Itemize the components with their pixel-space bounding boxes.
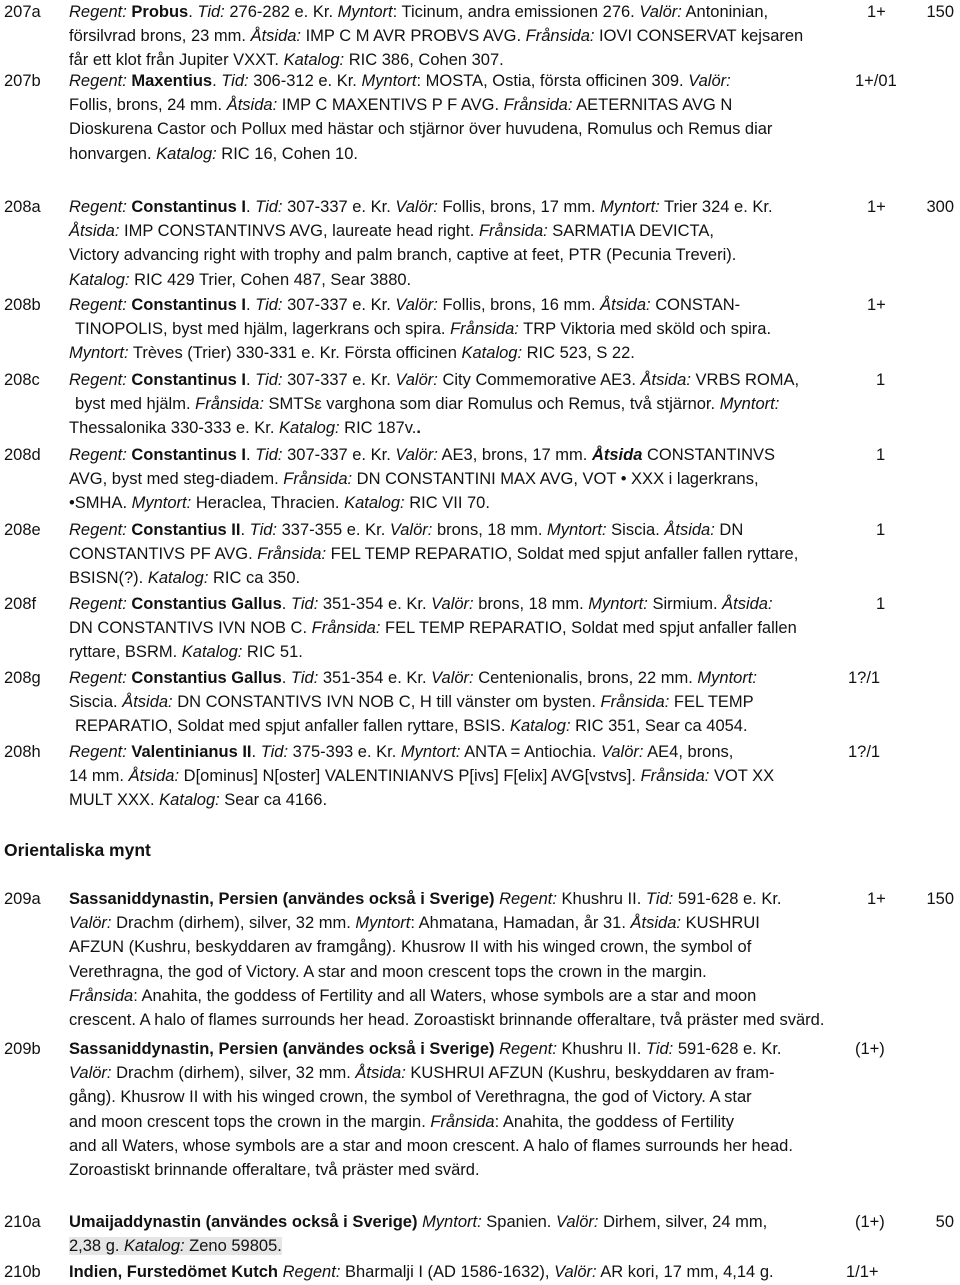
price: 300: [926, 198, 954, 216]
description-line: AVG, byst med steg-diadem. Frånsida: DN CONSTANTINI MAX AVG, VOT • XXX i lagerkrans,: [69, 470, 759, 489]
description-line: AFZUN (Kushru, beskyddaren av framgång). Khusrow II with his winged crown, the symbol of: [69, 938, 752, 957]
description-line: Follis, brons, 24 mm. Åtsida: IMP C MAXENTIVS P F AVG. Frånsida: AETERNITAS AVG N: [69, 96, 733, 115]
lot-description: [69, 195, 859, 292]
grade: (1+): [855, 1213, 885, 1231]
description-line: Regent: Maxentius. Tid: 306-312 e. Kr. Myntort: MOSTA, Ostia, första officinen 309. Valör:: [69, 72, 731, 90]
lot-number: 208f: [4, 595, 37, 613]
description-line: Indien, Furstedömet Kutch Regent: Bharmalji I (AD 1586-1632), Valör: AR kori, 17 mm, 4,14 g.: [69, 1263, 774, 1281]
description-line: Victory advancing right with trophy and palm branch, captive at feet, PTR (Pecunia Treveri).: [69, 246, 737, 265]
lot-description: [69, 887, 859, 1032]
description-line: Sassaniddynastin, Persien (användes också i Sverige) Regent: Khushru II. Tid: 591-628 e. Kr.: [69, 890, 782, 908]
description-line: Regent: Probus. Tid: 276-282 e. Kr. Myntort: Ticinum, andra emissionen 276. Valör: Antoninian,: [69, 3, 769, 21]
grade: 1: [876, 371, 886, 389]
description-line: Regent: Constantinus I. Tid: 307-337 e. Kr. Valör: City Commemorative AE3. Åtsida: VRBS ROMA,: [69, 371, 800, 389]
price: 150: [926, 3, 954, 21]
grade: 1?/1: [848, 669, 881, 687]
lot-description: [69, 443, 859, 516]
description-line: Frånsida: Anahita, the goddess of Fertility and all Waters, whose symbols are a star and moon: [69, 986, 757, 1005]
description-line: and moon crescent tops the crown in the margin. Frånsida: Anahita, the goddess of Fertility: [69, 1112, 734, 1131]
lot-description: [69, 69, 859, 166]
lot-description: [69, 1260, 859, 1284]
grade: 1?/1: [848, 743, 881, 761]
grade: 1: [876, 446, 886, 464]
grade: 1: [876, 521, 886, 539]
lot-description: [69, 0, 859, 73]
grade: 1+: [867, 890, 886, 908]
description-line: får ett klot från Jupiter VXXT. Katalog: RIC 386, Cohen 307.: [69, 51, 504, 70]
lot-number: 209b: [4, 1040, 41, 1058]
lot-number: 207b: [4, 72, 41, 90]
lot-description: [69, 1210, 859, 1258]
description-line: Katalog: RIC 429 Trier, Cohen 487, Sear 3880.: [69, 270, 412, 289]
description-line: BSISN(?). Katalog: RIC ca 350.: [69, 569, 301, 588]
section-heading: Orientaliska mynt: [4, 840, 151, 860]
description-line: Myntort: Trèves (Trier) 330-331 e. Kr. Första officinen Katalog: RIC 523, S 22.: [69, 344, 635, 363]
grade: 1+/01: [855, 72, 897, 90]
description-line: försilvrad brons, 23 mm. Åtsida: IMP C M AVR PROBVS AVG. Frånsida: IOVI CONSERVAT kejsaren: [69, 27, 804, 46]
description-line: Umaijaddynastin (användes också i Sverige) Myntort: Spanien. Valör: Dirhem, silver, 24 mm,: [69, 1213, 768, 1231]
description-line: Regent: Constantius Gallus. Tid: 351-354 e. Kr. Valör: brons, 18 mm. Myntort: Sirmium. Åtsida:: [69, 595, 773, 613]
lot-description: [69, 666, 859, 739]
description-line: Regent: Constantinus I. Tid: 307-337 e. Kr. Valör: Follis, brons, 17 mm. Myntort: Trier 324 e. Kr.: [69, 198, 773, 216]
description-line: •SMHA. Myntort: Heraclea, Thracien. Katalog: RIC VII 70.: [69, 494, 490, 513]
description-line: Regent: Valentinianus II. Tid: 375-393 e. Kr. Myntort: ANTA = Antiochia. Valör: AE4, brons,: [69, 743, 734, 761]
price: 150: [926, 890, 954, 908]
description-line: Regent: Constantinus I. Tid: 307-337 e. Kr. Valör: Follis, brons, 16 mm. Åtsida: CONSTAN-: [69, 296, 741, 314]
lot-number: 208c: [4, 371, 40, 389]
grade: 1: [876, 595, 886, 613]
description-line: Zoroastiskt brinnande offeraltare, två präster med svärd.: [69, 1161, 480, 1180]
description-line: Dioskurena Castor och Pollux med hästar och stjärnor över huvudena, Romulus och Remus diar: [69, 120, 773, 139]
lot-number: 207a: [4, 3, 41, 21]
description-line: honvargen. Katalog: RIC 16, Cohen 10.: [69, 144, 358, 163]
grade: 1/1+: [846, 1263, 879, 1281]
description-line: Sassaniddynastin, Persien (användes också i Sverige) Regent: Khushru II. Tid: 591-628 e. Kr.: [69, 1040, 782, 1058]
lot-description: [69, 293, 859, 366]
lot-description: [69, 592, 859, 665]
description-line: Regent: Constantius II. Tid: 337-355 e. Kr. Valör: brons, 18 mm. Myntort: Siscia. Åtsida: DN: [69, 521, 744, 539]
lot-description: [69, 518, 859, 591]
description-line: crescent. A halo of flames surrounds her head. Zoroastiskt brinnande offeraltare, två präster med svärd.: [69, 1011, 825, 1030]
lot-number: 208e: [4, 521, 41, 539]
description-line: gång). Khusrow II with his winged crown, the symbol of Verethragna, the god of Victory. A star: [69, 1088, 752, 1107]
description-line: Verethragna, the god of Victory. A star and moon crescent tops the crown in the margin.: [69, 962, 707, 981]
description-line: Siscia. Åtsida: DN CONSTANTIVS IVN NOB C, H till vänster om bysten. Frånsida: FEL TEMP: [69, 693, 754, 712]
description-line: Thessalonika 330-333 e. Kr. Katalog: RIC 187v..: [69, 419, 421, 438]
lot-number: 208a: [4, 198, 41, 216]
description-line: DN CONSTANTIVS IVN NOB C. Frånsida: FEL TEMP REPARATIO, Soldat med spjut anfaller fallen: [69, 619, 797, 638]
description-line: Regent: Constantius Gallus. Tid: 351-354 e. Kr. Valör: Centenionalis, brons, 22 mm. Myntort:: [69, 669, 758, 687]
description-line: and all Waters, whose symbols are a star and moon crescent. A halo of flames surrounds her head.: [69, 1136, 793, 1155]
description-line: 2,38 g. Katalog: Zeno 59805.: [69, 1237, 282, 1256]
description-line: Valör: Drachm (dirhem), silver, 32 mm. Myntort: Ahmatana, Hamadan, år 31. Åtsida: KUSHRUI: [69, 914, 760, 933]
lot-number: 208b: [4, 296, 41, 314]
description-line: MULT XXX. Katalog: Sear ca 4166.: [69, 791, 328, 810]
lot-number: 210a: [4, 1213, 41, 1231]
description-line: Regent: Constantinus I. Tid: 307-337 e. Kr. Valör: AE3, brons, 17 mm. Åtsida CONSTANTINVS: [69, 446, 775, 464]
description-line: 14 mm. Åtsida: D[ominus] N[oster] VALENTINIANVS P[ivs] F[elix] AVG[vstvs]. Frånsida: VOT XX: [69, 767, 775, 786]
lot-number: 209a: [4, 890, 41, 908]
description-line: CONSTANTIVS PF AVG. Frånsida: FEL TEMP REPARATIO, Soldat med spjut anfaller fallen ryttare,: [69, 545, 799, 564]
lot-description: [69, 368, 859, 441]
lot-number: 208d: [4, 446, 41, 464]
grade: 1+: [867, 198, 886, 216]
grade: 1+: [867, 296, 886, 314]
description-line: TINOPOLIS, byst med hjälm, lagerkrans och spira. Frånsida: TRP Viktoria med sköld och spira.: [75, 320, 772, 339]
lot-description: [69, 740, 859, 813]
lot-number: 208h: [4, 743, 41, 761]
description-line: ryttare, BSRM. Katalog: RIC 51.: [69, 643, 303, 662]
description-line: REPARATIO, Soldat med spjut anfaller fallen ryttare, BSIS. Katalog: RIC 351, Sear ca 4054.: [75, 717, 748, 736]
lot-description: [69, 1037, 859, 1182]
grade: (1+): [855, 1040, 885, 1058]
grade: 1+: [867, 3, 886, 21]
lot-number: 210b: [4, 1263, 41, 1281]
price: 50: [935, 1213, 954, 1231]
description-line: byst med hjälm. Frånsida: SMTSε varghona som diar Romulus och Remus, två stjärnor. Myntort:: [75, 395, 780, 414]
description-line: Valör: Drachm (dirhem), silver, 32 mm. Åtsida: KUSHRUI AFZUN (Kushru, beskyddaren av fram-: [69, 1064, 775, 1083]
lot-number: 208g: [4, 669, 41, 687]
description-line: Åtsida: IMP CONSTANTINVS AVG, laureate head right. Frånsida: SARMATIA DEVICTA,: [69, 222, 714, 241]
